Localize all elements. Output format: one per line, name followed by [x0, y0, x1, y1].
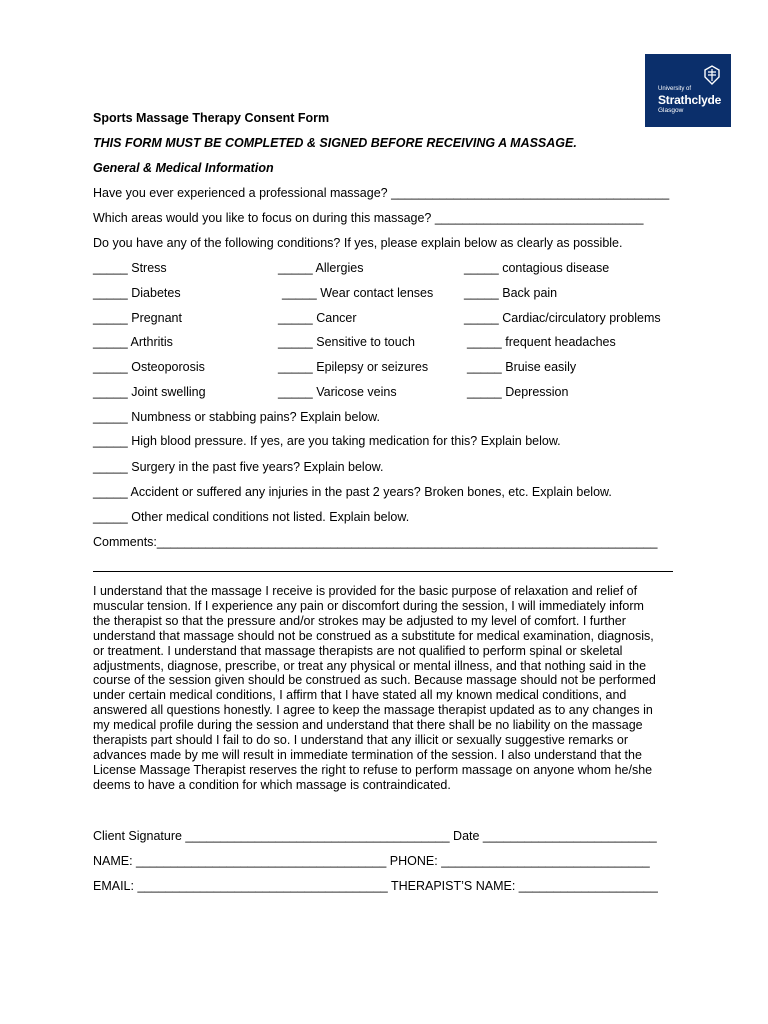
logo-line-1: University of	[658, 86, 692, 92]
client-signature-line[interactable]: Client Signature ______________________________________ Date _________________________	[93, 829, 657, 843]
condition-sensitive-touch[interactable]: _____ Sensitive to touch	[278, 335, 415, 349]
condition-epilepsy[interactable]: _____ Epilepsy or seizures	[278, 360, 429, 374]
comments-second-line[interactable]	[93, 571, 673, 572]
name-phone-line[interactable]: NAME: ____________________________________ PHONE: ______________________________	[93, 854, 650, 868]
condition-osteoporosis[interactable]: _____ Osteoporosis	[93, 360, 205, 374]
condition-joint-swelling[interactable]: _____ Joint swelling	[93, 385, 206, 399]
condition-depression[interactable]: _____ Depression	[467, 385, 569, 399]
condition-contact-lenses[interactable]: _____ Wear contact lenses	[282, 286, 434, 300]
email-therapist-line[interactable]: EMAIL: ____________________________________ THERAPIST’S NAME: ____________________	[93, 879, 658, 893]
form-notice: THIS FORM MUST BE COMPLETED & SIGNED BEFORE RECEIVING A MASSAGE.	[93, 136, 577, 150]
condition-varicose-veins[interactable]: _____ Varicose veins	[278, 385, 397, 399]
question-conditions-intro: Do you have any of the following conditions? If yes, please explain below as clearly as possible.	[93, 236, 623, 250]
question-focus-areas[interactable]: Which areas would you like to focus on during this massage? ______________________________	[93, 211, 644, 225]
section-heading: General & Medical Information	[93, 161, 274, 175]
extra-surgery[interactable]: _____ Surgery in the past five years? Explain below.	[93, 460, 384, 474]
logo-line-3: Glasgow	[658, 107, 684, 114]
condition-back-pain[interactable]: _____ Back pain	[464, 286, 558, 300]
crest-icon	[702, 64, 722, 86]
extra-blood-pressure[interactable]: _____ High blood pressure. If yes, are you taking medication for this? Explain below.	[93, 434, 561, 448]
condition-allergies[interactable]: _____ Allergies	[278, 261, 364, 275]
form-title: Sports Massage Therapy Consent Form	[93, 111, 330, 125]
extra-other-conditions[interactable]: _____ Other medical conditions not listed. Explain below.	[93, 510, 410, 524]
condition-cancer[interactable]: _____ Cancer	[278, 311, 357, 325]
condition-bruise-easily[interactable]: _____ Bruise easily	[467, 360, 577, 374]
condition-cardiac[interactable]: _____ Cardiac/circulatory problems	[464, 311, 661, 325]
consent-paragraph: I understand that the massage I receive is provided for the basic purpose of relaxation and relief of muscular tension. If I experience any pain or discomfort during the session, I will immediately inform the therapist so that the pressure and/or strokes may be adjusted to my level of comfort. I further understand that massage should not be construed as a substitute for medical examination, diagnosis, or treatment. I understand that massage therapists are not qualified to perform spinal or skeletal adjustments, diagnose, prescribe, or treat any physical or mental illness, and that nothing said in the course of the session given should be construed as such. Because massage should not be performed under certain medical conditions, I affirm that I have stated all my known medical conditions, and answered all questions honestly. I agree to keep the massage therapist updated as to any changes in my medical profile during the session and understand that there shall be no liability on the massage therapists part should I fail to do so. I understand that any illicit or sexually suggestive remarks or advances made by me will result in immediate termination of the session. I also understand that the License Massage Therapist reserves the right to refuse to perform massage on anyone whom he/she deems to have a condition for which massage is contraindicated.	[93, 584, 656, 792]
question-previous-massage[interactable]: Have you ever experienced a professional massage? ________________________________________	[93, 186, 670, 200]
logo-line-2: Strathclyde	[658, 93, 722, 107]
extra-numbness[interactable]: _____ Numbness or stabbing pains? Explain below.	[93, 410, 380, 424]
university-logo	[645, 54, 731, 127]
condition-pregnant[interactable]: _____ Pregnant	[93, 311, 182, 325]
condition-diabetes[interactable]: _____ Diabetes	[93, 286, 181, 300]
condition-stress[interactable]: _____ Stress	[93, 261, 167, 275]
condition-contagious-disease[interactable]: _____ contagious disease	[464, 261, 610, 275]
condition-arthritis[interactable]: _____ Arthritis	[93, 335, 173, 349]
extra-accident[interactable]: _____ Accident or suffered any injuries in the past 2 years? Broken bones, etc. Explain below.	[93, 485, 612, 499]
condition-headaches[interactable]: _____ frequent headaches	[467, 335, 616, 349]
comments-field[interactable]: Comments:________________________________________________________________________	[93, 535, 658, 549]
